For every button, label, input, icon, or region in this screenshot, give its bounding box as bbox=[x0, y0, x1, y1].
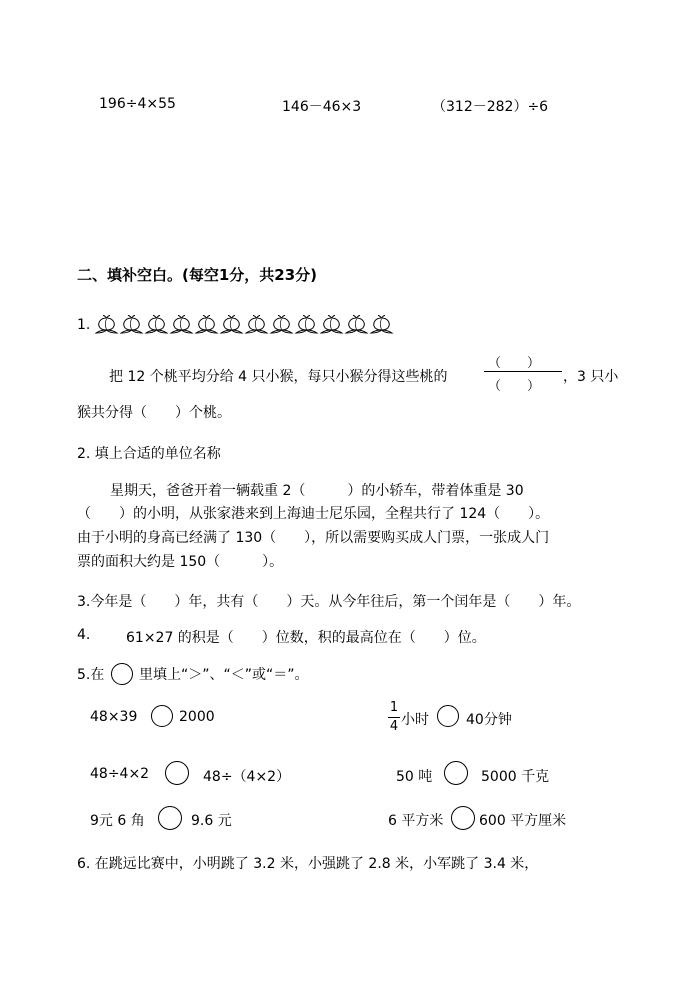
q5-item2-frac-num: 1 bbox=[389, 700, 399, 715]
q5-item1-right: 2000 bbox=[179, 709, 215, 725]
q5-item6-right: 600 平方厘米 bbox=[479, 813, 567, 829]
q5-item4-circle[interactable] bbox=[444, 761, 468, 785]
peach-icon bbox=[194, 314, 219, 334]
q2-line4: 票的面积大约是 150（ ）。 bbox=[77, 554, 284, 570]
q4-number: 4. bbox=[77, 627, 91, 643]
q6-text: 6. 在跳远比赛中，小明跳了 3.2 米，小强跳了 2.8 米，小军跳了 3.4 米， bbox=[77, 856, 539, 872]
q5-item5-circle[interactable] bbox=[158, 806, 182, 830]
q2-title: 2. 填上合适的单位名称 bbox=[77, 446, 221, 462]
q5-item3-left: 48÷4×2 bbox=[90, 766, 150, 782]
q5-item2-right: 40分钟 bbox=[466, 712, 512, 728]
q5-item1-left: 48×39 bbox=[90, 709, 138, 725]
peach-icon bbox=[269, 314, 294, 334]
q2-line2: （ ）的小明，从张家港来到上海迪士尼乐园，全程共行了 124（ ）。 bbox=[77, 506, 550, 522]
peach-icon bbox=[119, 314, 144, 334]
q3-text: 3.今年是（ ）年，共有（ ）天。从今年往后，第一个闰年是（ ）年。 bbox=[77, 594, 581, 610]
q1-line1-b: ，3 只小 bbox=[563, 369, 619, 385]
peach-icon bbox=[319, 314, 344, 334]
peach-icon bbox=[219, 314, 244, 334]
expr-3: （312－282）÷6 bbox=[432, 99, 549, 115]
q5-item4-left: 50 吨 bbox=[396, 769, 433, 785]
peach-icon bbox=[294, 314, 319, 334]
q5-item2-circle[interactable] bbox=[437, 705, 459, 727]
q1-number: 1. bbox=[77, 317, 91, 333]
answer-circle-icon bbox=[111, 663, 133, 685]
expr-2: 146－46×3 bbox=[282, 99, 362, 115]
peach-icon bbox=[94, 314, 119, 334]
q5-lead: 5.在 bbox=[77, 667, 105, 683]
peach-icon bbox=[369, 314, 394, 334]
q1-fraction-bar bbox=[484, 371, 562, 372]
q5-item2-frac-bar bbox=[388, 717, 400, 718]
q1-line1-a: 把 12 个桃平均分给 4 只小猴，每只小猴分得这些桃的 bbox=[109, 369, 448, 385]
q5-item2-left: 小时 bbox=[401, 712, 429, 728]
peach-icon bbox=[144, 314, 169, 334]
peach-icon bbox=[169, 314, 194, 334]
expr-1: 196÷4×55 bbox=[99, 96, 176, 112]
q4-text: 61×27 的积是（ ）位数，积的最高位在（ ）位。 bbox=[126, 630, 486, 646]
q5-item6-circle[interactable] bbox=[451, 806, 475, 830]
peach-icon bbox=[244, 314, 269, 334]
q1-line2: 猴共分得（ ）个桃。 bbox=[77, 405, 231, 421]
q5-item1-circle[interactable] bbox=[151, 705, 173, 727]
q5-item3-right: 48÷（4×2） bbox=[203, 769, 291, 785]
q5-item3-circle[interactable] bbox=[165, 761, 189, 785]
q5-item6-left: 6 平方米 bbox=[388, 813, 444, 829]
q5-item5-left: 9元 6 角 bbox=[90, 813, 145, 829]
peach-illustration bbox=[94, 314, 394, 334]
q1-fraction-numerator: （ ） bbox=[488, 356, 541, 371]
q5-item5-right: 9.6 元 bbox=[191, 813, 232, 829]
q5-item4-right: 5000 千克 bbox=[481, 769, 550, 785]
q1-fraction-denominator: （ ） bbox=[488, 379, 541, 394]
q2-line1: 星期天，爸爸开着一辆载重 2（ ）的小轿车，带着体重是 30 bbox=[110, 483, 524, 499]
q5-instruction: 里填上“＞”、“＜”或“＝”。 bbox=[139, 667, 309, 683]
section-title: 二、填补空白。(每空1分，共23分) bbox=[77, 266, 318, 284]
peach-icon bbox=[344, 314, 369, 334]
q2-line3: 由于小明的身高已经满了 130（ ），所以需要购买成人门票，一张成人门 bbox=[77, 530, 550, 546]
q5-item2-frac-den: 4 bbox=[389, 719, 399, 734]
